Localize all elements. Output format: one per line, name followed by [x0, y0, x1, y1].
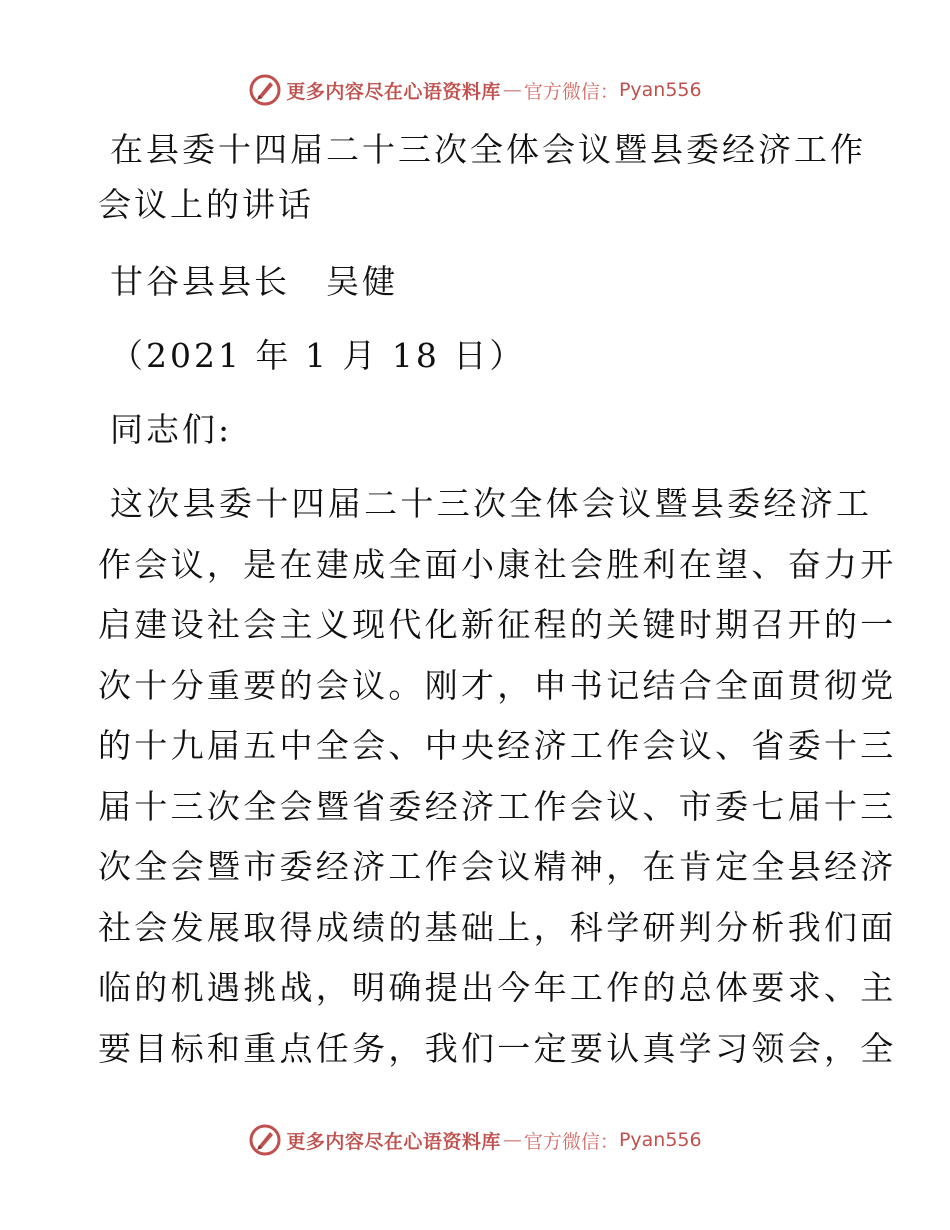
- body-line: 届十三次全会暨省委经济工作会议、市委七届十三: [98, 786, 897, 826]
- footer-watermark-banner: [0, 1120, 950, 1160]
- banner-brand-text: 更多内容尽在心语资料库: [286, 1130, 501, 1153]
- body-line: 社会发展取得成绩的基础上，科学研判分析我们面: [98, 907, 897, 947]
- body-line: 启建设社会主义现代化新征程的关键时期召开的一: [98, 605, 897, 644]
- body-line: 要目标和重点任务，我们一定要认真学习领会，全: [98, 1028, 897, 1068]
- document-title-line-2: 会议上的讲话: [98, 185, 314, 224]
- header-watermark-banner: [0, 70, 950, 110]
- pen-nib-circle-icon: [248, 73, 282, 107]
- body-line: 次十分重要的会议。刚才，申书记结合全面贯彻党: [98, 665, 897, 705]
- banner-wechat-label: 官方微信：: [523, 80, 619, 103]
- banner-brand-text: 更多内容尽在心语资料库: [286, 80, 501, 103]
- banner-dash: —: [502, 1129, 522, 1151]
- document-greeting: 同志们:: [110, 410, 233, 449]
- document-date: （2021 年 1 月 18 日）: [110, 336, 526, 375]
- banner-dash: —: [502, 79, 522, 101]
- body-line: 这次县委十四届二十三次全体会议暨县委经济工: [110, 484, 873, 523]
- body-line: 临的机遇挑战，明确提出今年工作的总体要求、主: [98, 968, 897, 1007]
- document-author: 甘谷县县长 吴健: [110, 262, 398, 301]
- document-title-line-1: 在县委十四届二十三次全体会议暨县委经济工作: [110, 130, 866, 169]
- document-content: [98, 122, 897, 1079]
- banner-wechat-id: Pyan556: [618, 1129, 702, 1151]
- banner-wechat-id: Pyan556: [618, 79, 702, 101]
- body-line: 作会议，是在建成全面小康社会胜利在望、奋力开: [98, 544, 897, 584]
- pen-nib-circle-icon: [248, 1123, 282, 1157]
- body-line: 的十九届五中全会、中央经济工作会议、省委十三: [98, 726, 897, 765]
- banner-wechat-label: 官方微信：: [523, 1130, 619, 1153]
- body-line: 次全会暨市委经济工作会议精神，在肯定全县经济: [98, 847, 897, 886]
- document-body: [98, 474, 897, 1079]
